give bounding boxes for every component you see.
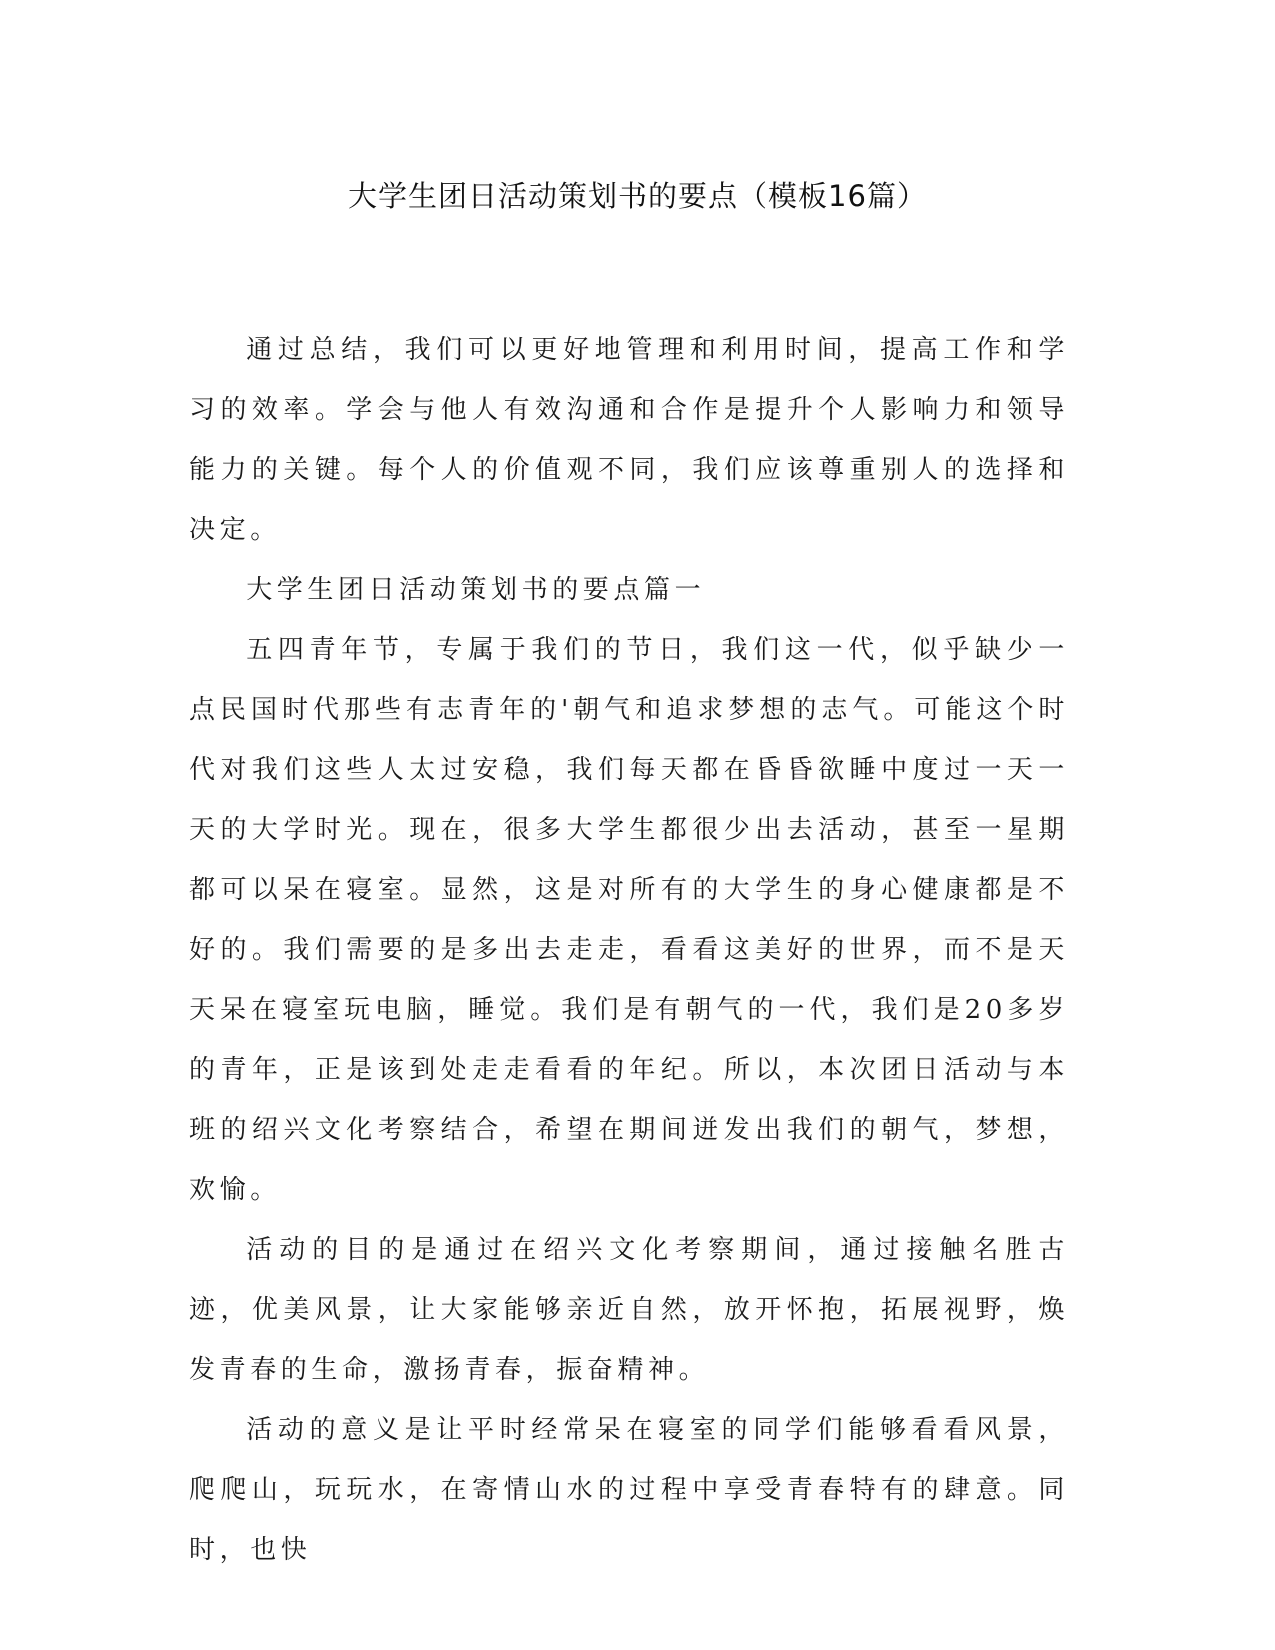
paragraph-purpose: 活动的目的是通过在绍兴文化考察期间，通过接触名胜古迹，优美风景，让大家能够亲近自然，放开怀抱，拓展视野，焕发青春的生命，激扬青春，振奋精神。: [189, 1235, 1069, 1385]
document-body: [189, 320, 1069, 1580]
document-title: 大学生团日活动策划书的要点（模板16篇）: [348, 179, 927, 213]
paragraph-significance: 活动的意义是让平时经常呆在寝室的同学们能够看看风景，爬爬山，玩玩水，在寄情山水的过程中享受青春特有的肆意。同时，也快: [189, 1415, 1069, 1565]
paragraph-background: 五四青年节，专属于我们的节日，我们这一代，似乎缺少一点民国时代那些有志青年的'朝气和追求梦想的志气。可能这个时代对我们这些人太过安稳，我们每天都在昏昏欲睡中度过一天一天的大学时光。现在，很多大学生都很少出去活动，甚至一星期都可以呆在寝室。显然，这是对所有的大学生的身心健康都是不好的。我们需要的是多出去走走，看看这美好的世界，而不是天天呆在寝室玩电脑，睡觉。我们是有朝气的一代，我们是20多岁的青年，正是该到处走走看看的年纪。所以，本次团日活动与本班的绍兴文化考察结合，希望在期间迸发出我们的朝气，梦想，欢愉。: [189, 635, 1069, 1205]
paragraph-intro: 通过总结，我们可以更好地管理和利用时间，提高工作和学习的效率。学会与他人有效沟通和合作是提升个人影响力和领导能力的关键。每个人的价值观不同，我们应该尊重别人的选择和决定。: [189, 335, 1069, 545]
section-heading: 大学生团日活动策划书的要点篇一: [246, 575, 706, 605]
